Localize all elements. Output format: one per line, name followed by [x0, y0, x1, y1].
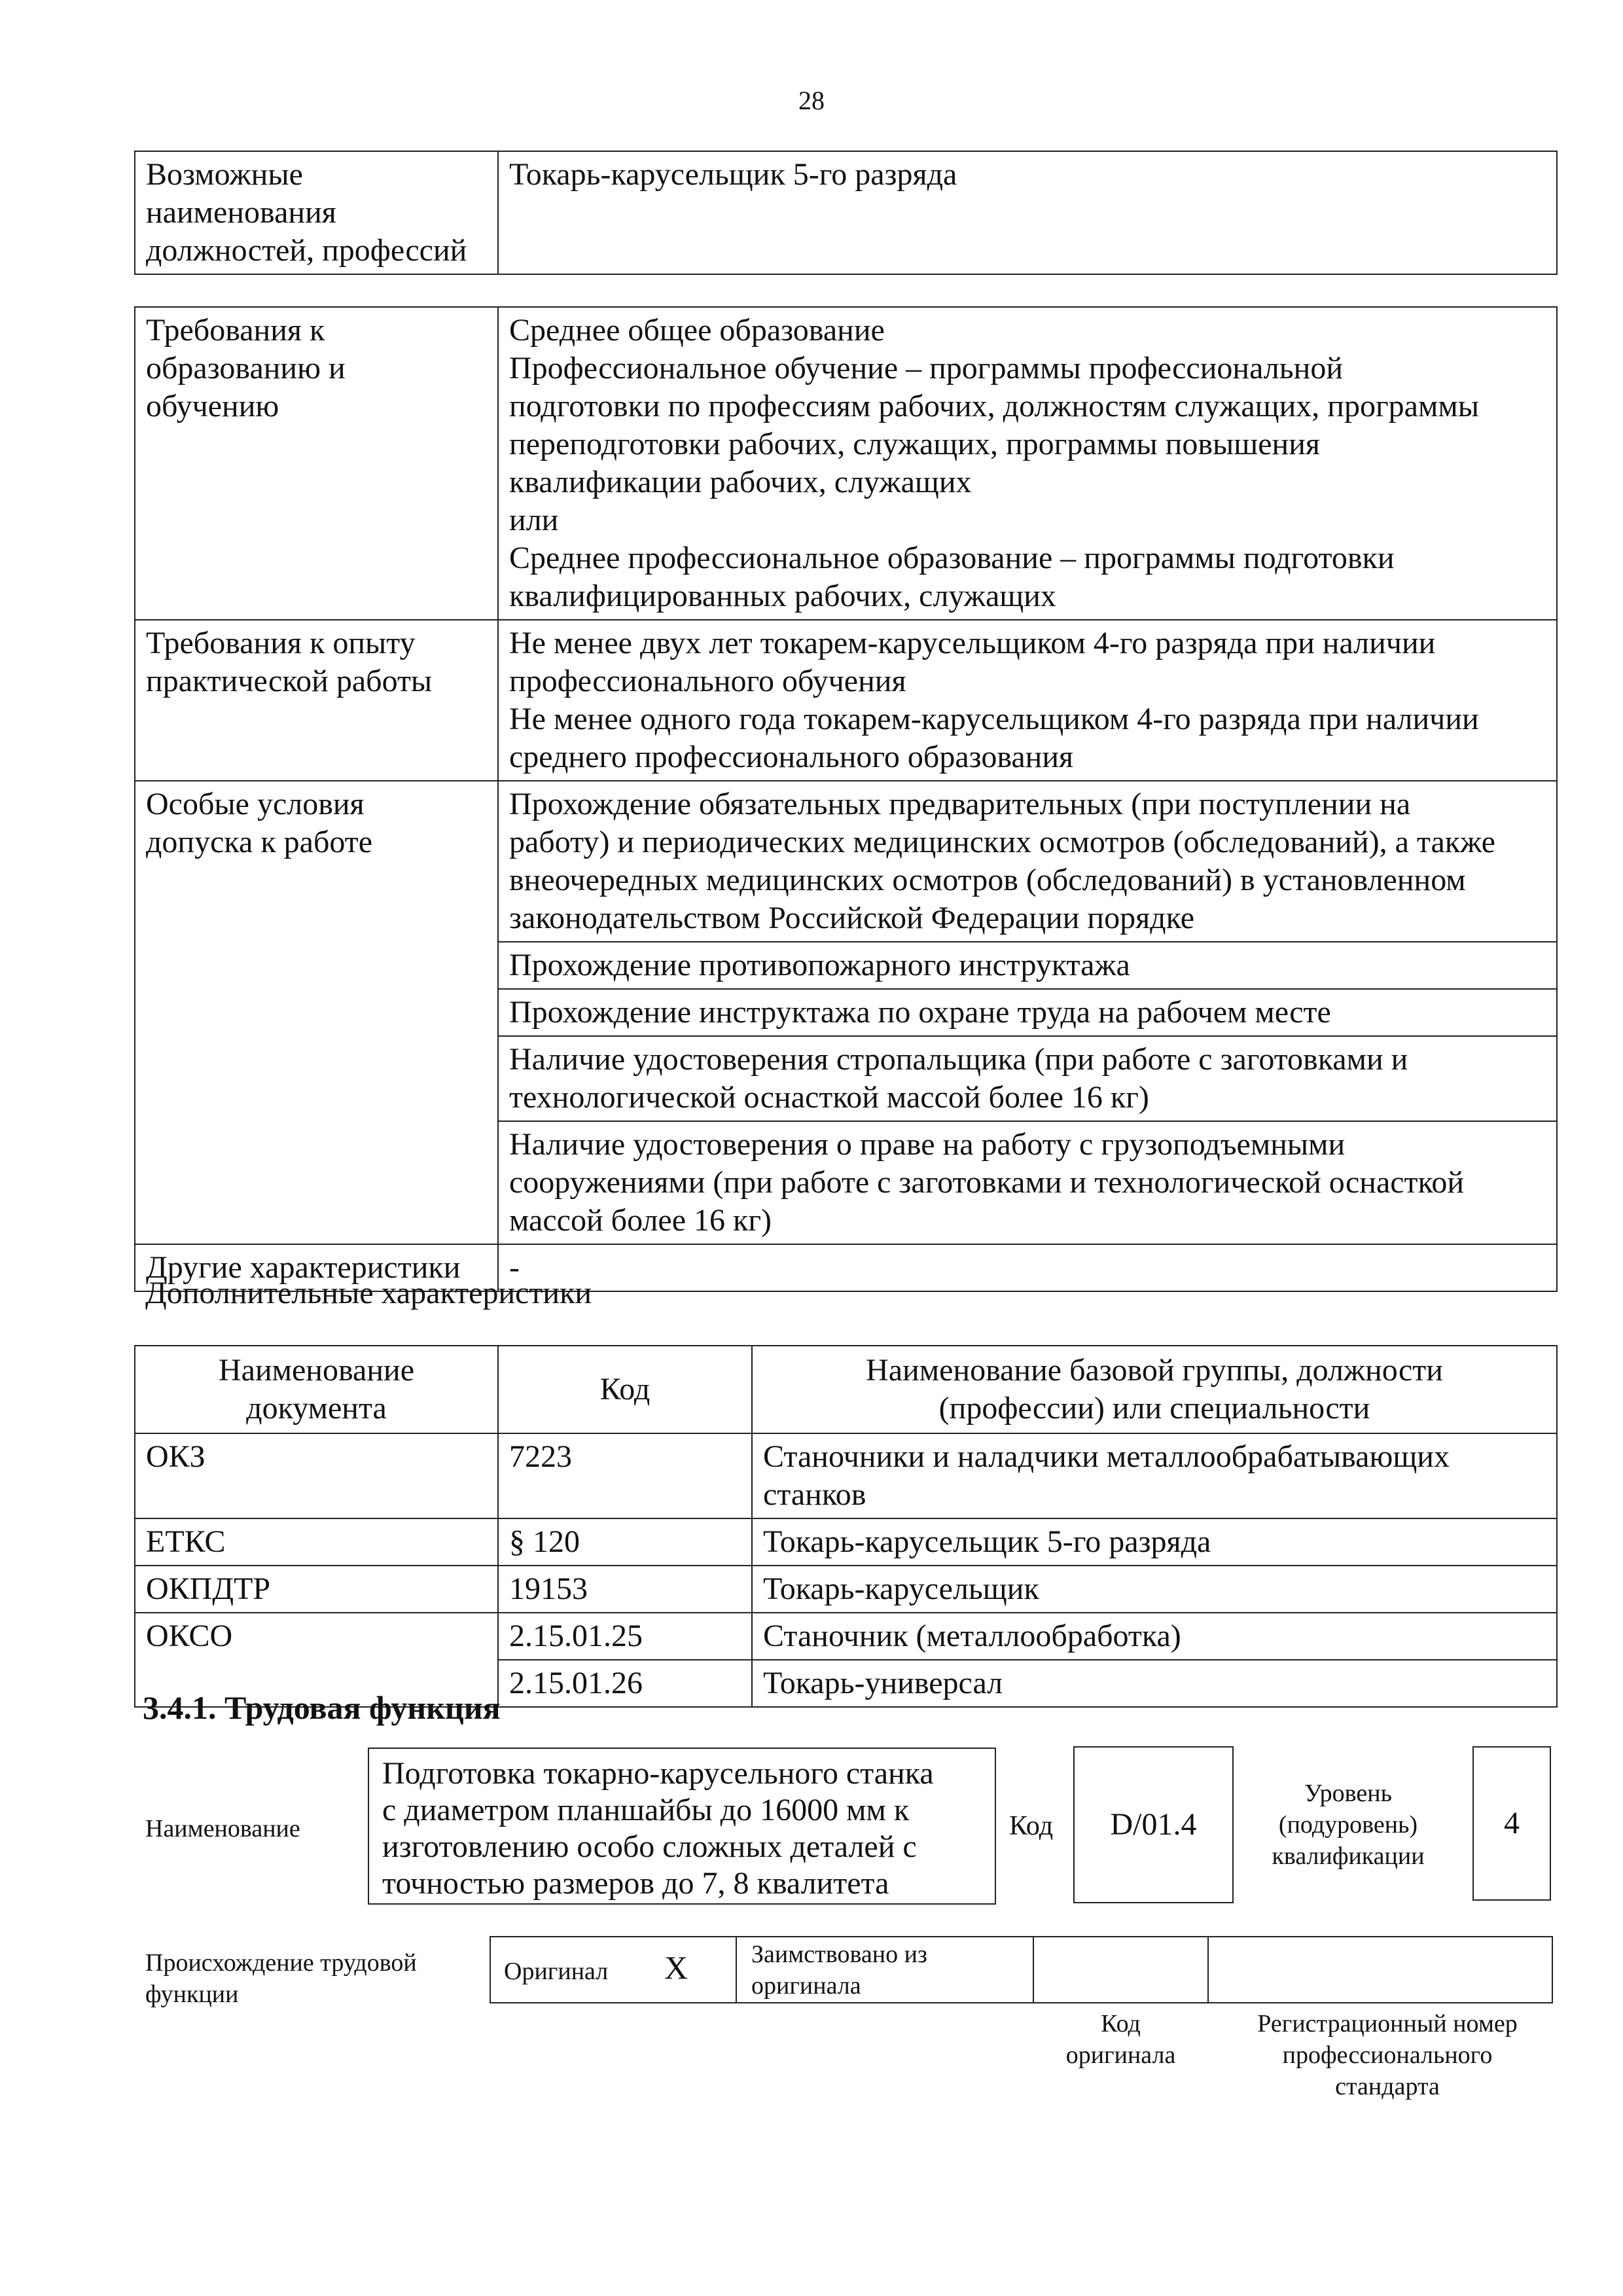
function-name-box: Подготовка токарно-карусельного станка с диаметром планшайбы до 16000 мм к изготовлению особо сложных деталей с точностью размеров до 7, 8 квалитета — [368, 1748, 996, 1905]
origin-code-caption: Код оригинала — [1065, 2010, 1176, 2069]
experience-row — [135, 620, 1557, 781]
experience-label: Требования к опыту практической работы — [135, 620, 498, 781]
row-name: Станочник (металлообработка) — [752, 1613, 1557, 1660]
other-label: Другие характеристики — [135, 1244, 498, 1291]
special-row — [135, 781, 1557, 942]
table-row — [135, 1613, 1557, 1660]
function-code-label: Код — [1009, 1811, 1054, 1841]
section-title: 3.4.1. Трудовая функция — [143, 1689, 501, 1726]
table-row — [135, 1518, 1557, 1566]
row-code: 2.15.01.26 — [498, 1660, 752, 1707]
table-row — [135, 1566, 1557, 1613]
row-name: Токарь-универсал — [752, 1660, 1557, 1707]
education-label: Требования к образованию и обучению — [135, 307, 498, 620]
row-name: Токарь-карусельщик 5-го разряда — [752, 1518, 1557, 1566]
row-code: 19153 — [498, 1566, 752, 1613]
special-item: Прохождение обязательных предварительных (при поступлении на работу) и периодических медицинских осмотров (обследований), а также внеочередных медицинских осмотров (обследований) в установленном законодательством Российской Федерации порядке — [498, 781, 1557, 942]
function-level-label: Уровень (подуровень) квалификации — [1272, 1780, 1425, 1870]
row-doc: ОКПДТР — [135, 1566, 498, 1613]
page-number: 28 — [798, 86, 825, 115]
special-item: Наличие удостоверения о праве на работу с грузоподъемными сооружениями (при работе с заготовками и технологической оснасткой массой более 16 кг) — [498, 1121, 1557, 1244]
origin-divider — [1033, 1936, 1034, 2003]
origin-borrowed-label: Заимствовано из оригинала — [751, 1941, 927, 2000]
education-row — [135, 307, 1557, 620]
origin-original-label: Оригинал — [504, 1958, 609, 1985]
origin-reg-caption: Регистрационный номер профессионального стандарта — [1257, 2010, 1518, 2100]
special-item: Прохождение противопожарного инструктажа — [498, 942, 1557, 989]
row-name: Токарь-карусельщик — [752, 1566, 1557, 1613]
row-code: § 120 — [498, 1518, 752, 1566]
origin-divider — [736, 1936, 737, 2003]
requirements-table — [134, 306, 1558, 1292]
other-value: - — [498, 1244, 1557, 1291]
experience-value: Не менее двух лет токарем-карусельщиком 4-го разряда при наличии профессионального обучения Не менее одного года токарем-карусельщиком 4-го разряда при наличии среднего профессионального образования — [498, 620, 1557, 781]
special-label: Особые условия допуска к работе — [135, 781, 498, 1244]
function-name-label: Наименование — [145, 1815, 300, 1842]
header-doc: Наименование документа — [135, 1346, 498, 1433]
table-row — [135, 1433, 1557, 1518]
function-level-box: 4 — [1472, 1746, 1551, 1901]
row-doc: ОКЗ — [135, 1433, 498, 1518]
special-item: Наличие удостоверения стропальщика (при работе с заготовками и технологической оснасткой массой более 16 кг) — [498, 1036, 1557, 1121]
row-doc: ЕТКС — [135, 1518, 498, 1566]
positions-value: Токарь-карусельщик 5-го разряда — [498, 151, 1557, 274]
extra-table — [134, 1345, 1558, 1708]
education-value: Среднее общее образование Профессиональное обучение – программы профессиональной подготовки по профессиям рабочих, должностям служащих, программы переподготовки рабочих, служащих, программы повышения квалификации рабочих, служащих или Среднее профессиональное образование – программы подготовки квалифицированных рабочих, служащих — [498, 307, 1557, 620]
origin-mark: X — [664, 1949, 688, 1986]
positions-table — [134, 151, 1558, 275]
extra-header-row — [135, 1346, 1557, 1433]
row-doc: ОКСО — [135, 1613, 498, 1707]
row-code: 2.15.01.25 — [498, 1613, 752, 1660]
origin-label: Происхождение трудовой функции — [145, 1949, 417, 2008]
row-code: 7223 — [498, 1433, 752, 1518]
function-code-box: D/01.4 — [1073, 1746, 1234, 1903]
row-name: Станочники и наладчики металлообрабатывающих станков — [752, 1433, 1557, 1518]
special-item: Прохождение инструктажа по охране труда на рабочем месте — [498, 989, 1557, 1036]
header-name: Наименование базовой группы, должности (профессии) или специальности — [752, 1346, 1557, 1433]
header-code: Код — [498, 1346, 752, 1433]
extra-heading: Дополнительные характеристики — [145, 1276, 592, 1310]
positions-label: Возможные наименования должностей, профессий — [135, 151, 498, 274]
origin-table — [490, 1936, 1553, 2003]
origin-divider — [1207, 1936, 1209, 2003]
